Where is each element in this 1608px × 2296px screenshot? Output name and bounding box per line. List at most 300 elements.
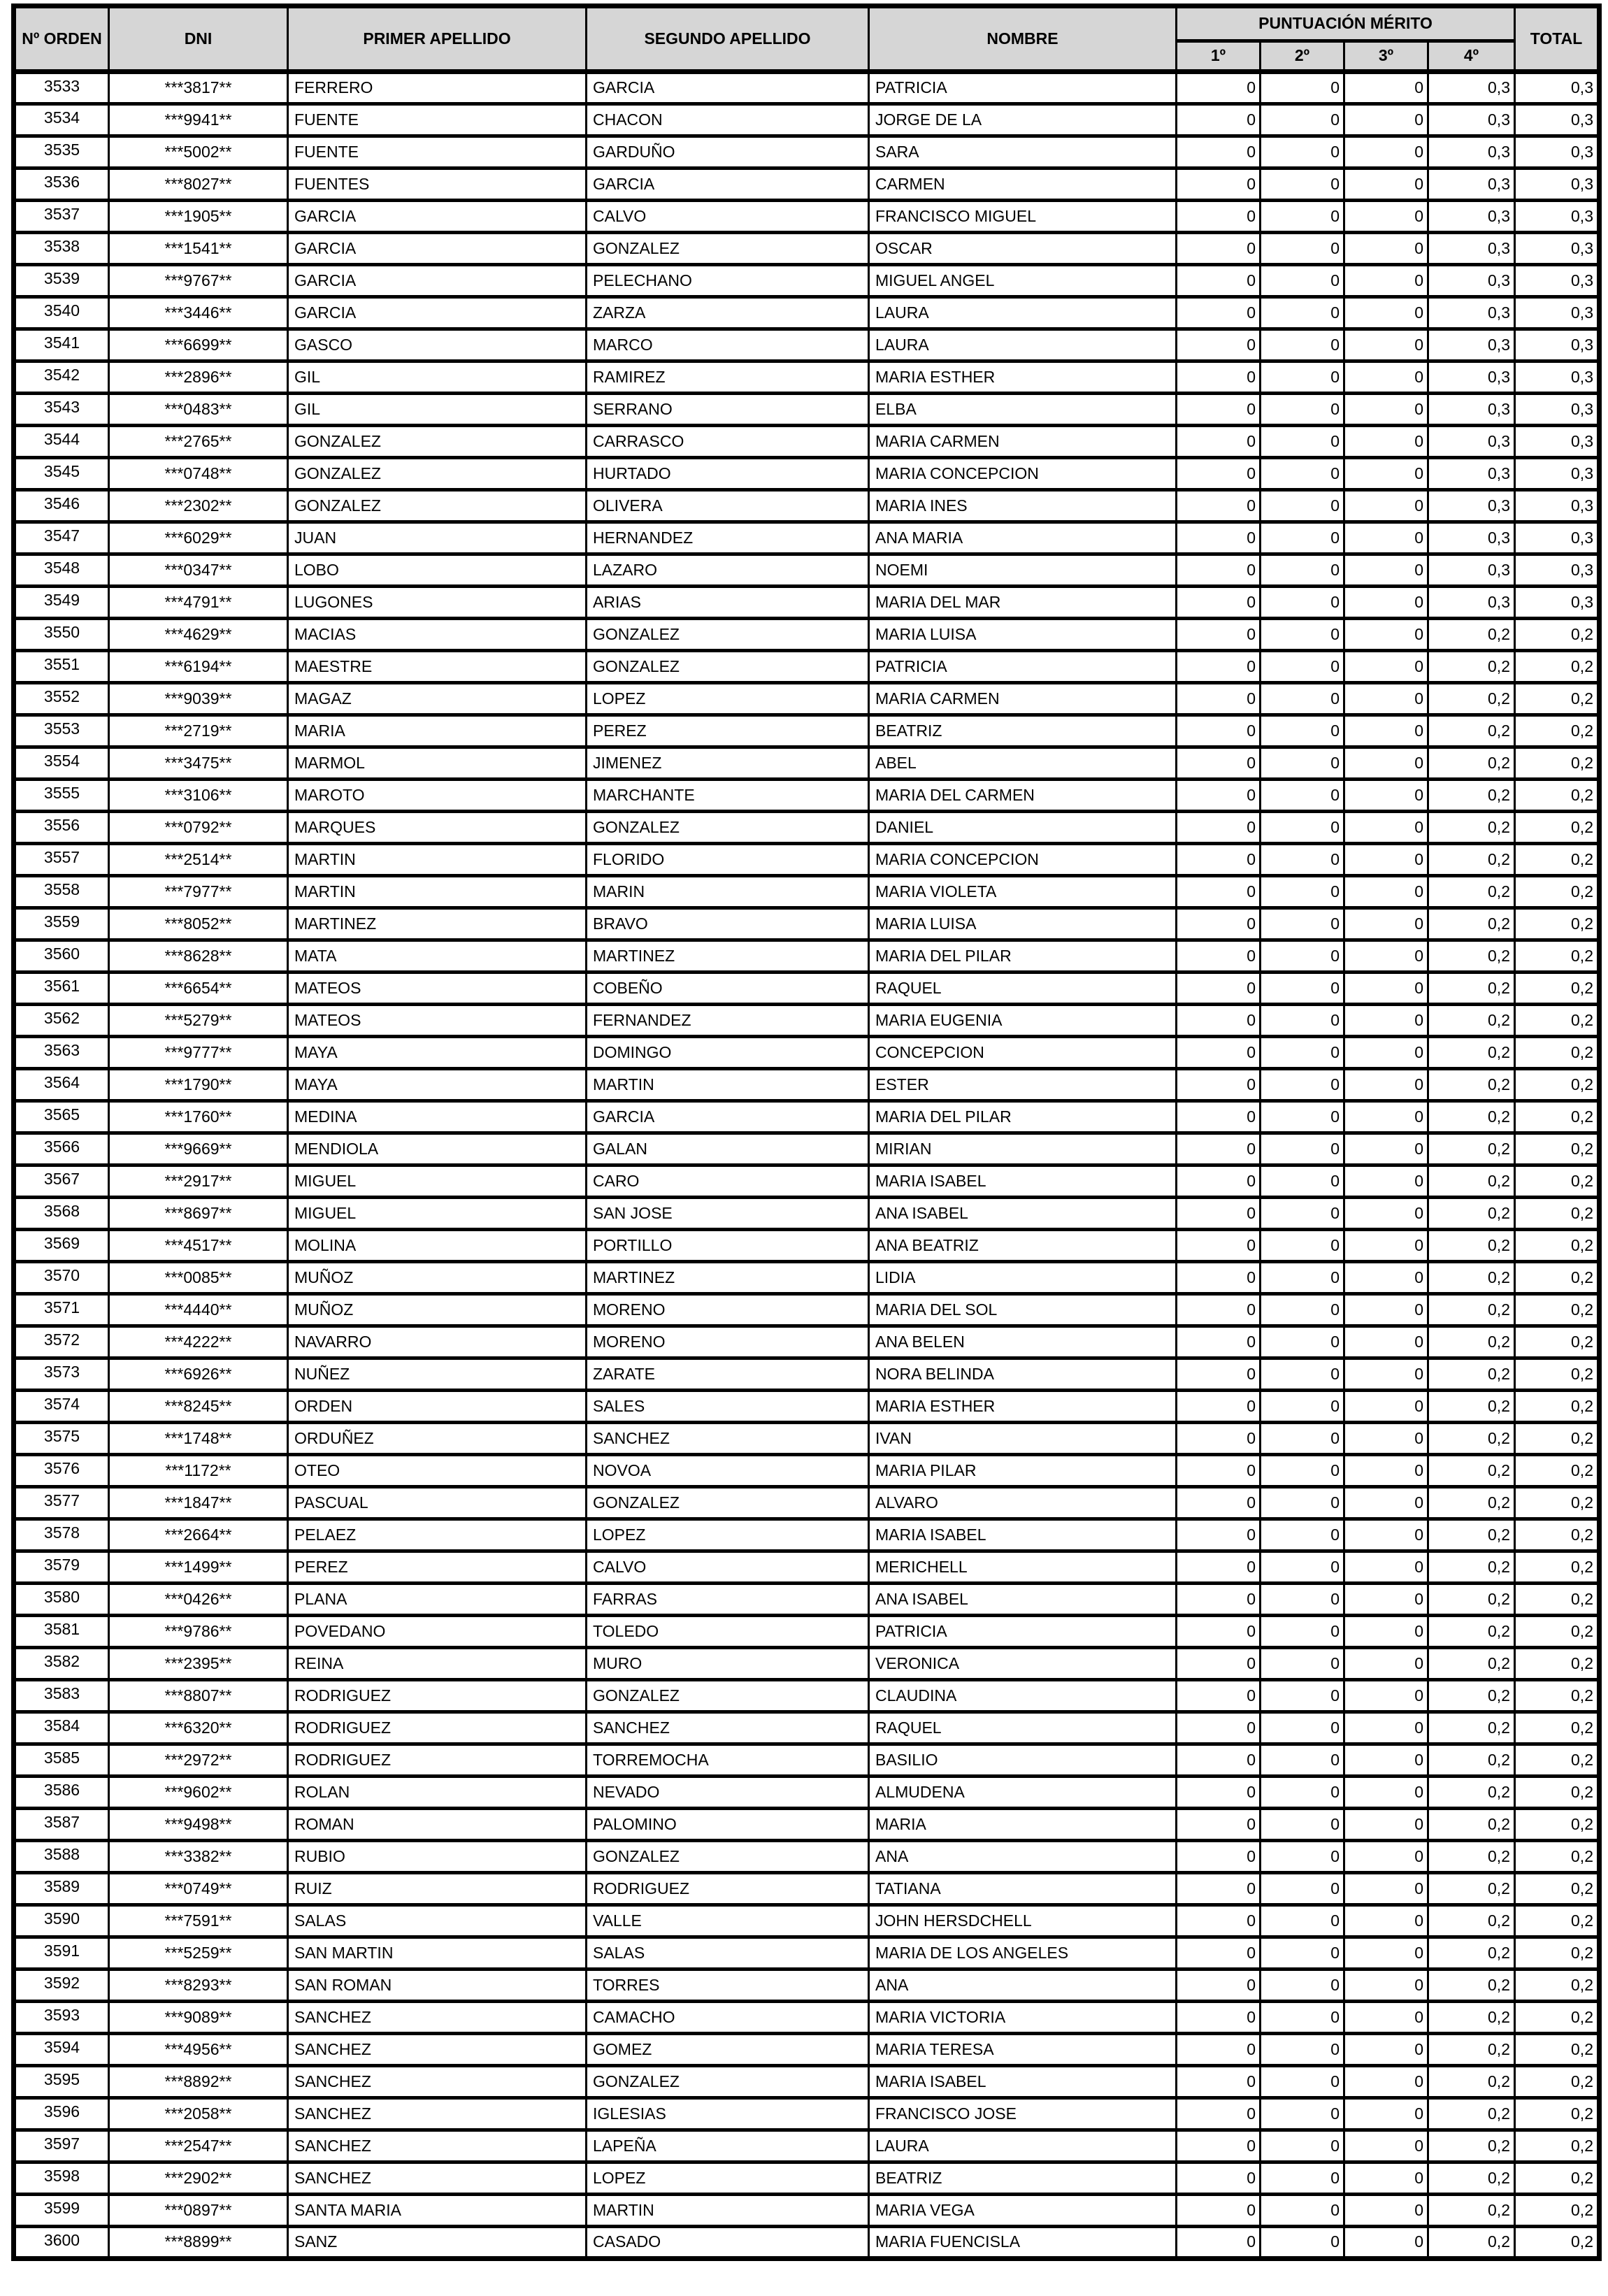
segundo-apellido-cell: PALOMINO: [587, 1809, 869, 1841]
table-row: [14, 844, 1600, 876]
merito-4-cell: 0,2: [1428, 1165, 1515, 1198]
total-cell: 0,3: [1515, 490, 1600, 522]
merito-2-cell: 0: [1261, 908, 1344, 940]
merito-4-cell: 0,2: [1428, 715, 1515, 747]
primer-apellido-cell: MARIA: [288, 715, 587, 747]
order-cell: 3593: [14, 2002, 109, 2034]
merito-3-cell: 0: [1344, 1069, 1428, 1101]
segundo-apellido-cell: SANCHEZ: [587, 1712, 869, 1744]
merito-4-cell: 0,3: [1428, 72, 1515, 104]
segundo-apellido-cell: SALES: [587, 1391, 869, 1423]
merito-1-cell: 0: [1177, 1969, 1261, 2002]
segundo-apellido-cell: MARTINEZ: [587, 940, 869, 973]
primer-apellido-cell: GARCIA: [288, 233, 587, 265]
table-row: [14, 747, 1600, 780]
nombre-cell: MARIA TERESA: [869, 2034, 1177, 2066]
merito-3-cell: 0: [1344, 1937, 1428, 1969]
dni-cell: ***8899**: [109, 2227, 288, 2259]
nombre-cell: MARIA CONCEPCION: [869, 844, 1177, 876]
merito-1-cell: 0: [1177, 104, 1261, 136]
merito-3-cell: 0: [1344, 329, 1428, 361]
merito-3-cell: 0: [1344, 587, 1428, 619]
total-cell: 0,3: [1515, 136, 1600, 168]
table-row: [14, 490, 1600, 522]
merito-3-cell: 0: [1344, 1616, 1428, 1648]
segundo-apellido-cell: GONZALEZ: [587, 619, 869, 651]
nombre-cell: MARIA CONCEPCION: [869, 458, 1177, 490]
total-cell: 0,3: [1515, 72, 1600, 104]
segundo-apellido-cell: FLORIDO: [587, 844, 869, 876]
primer-apellido-cell: MARTIN: [288, 876, 587, 908]
order-cell: 3561: [14, 973, 109, 1005]
merito-1-cell: 0: [1177, 1358, 1261, 1391]
header-puntuacion-merito: PUNTUACIÓN MÉRITO: [1177, 6, 1515, 41]
merito-2-cell: 0: [1261, 1519, 1344, 1551]
primer-apellido-cell: RODRIGUEZ: [288, 1744, 587, 1777]
order-cell: 3581: [14, 1616, 109, 1648]
merito-2-cell: 0: [1261, 1230, 1344, 1262]
primer-apellido-cell: GASCO: [288, 329, 587, 361]
nombre-cell: ALVARO: [869, 1487, 1177, 1519]
order-cell: 3597: [14, 2130, 109, 2162]
primer-apellido-cell: MAGAZ: [288, 683, 587, 715]
merito-2-cell: 0: [1261, 1969, 1344, 2002]
merito-4-cell: 0,3: [1428, 297, 1515, 329]
total-cell: 0,2: [1515, 2162, 1600, 2195]
dni-cell: ***0792**: [109, 812, 288, 844]
merito-3-cell: 0: [1344, 1455, 1428, 1487]
merito-4-cell: 0,2: [1428, 1069, 1515, 1101]
total-cell: 0,2: [1515, 1519, 1600, 1551]
total-cell: 0,3: [1515, 329, 1600, 361]
table-row: [14, 1809, 1600, 1841]
merito-1-cell: 0: [1177, 1712, 1261, 1744]
table-row: [14, 2162, 1600, 2195]
segundo-apellido-cell: RAMIREZ: [587, 361, 869, 394]
nombre-cell: FRANCISCO MIGUEL: [869, 201, 1177, 233]
merito-3-cell: 0: [1344, 233, 1428, 265]
nombre-cell: MARIA DE LOS ANGELES: [869, 1937, 1177, 1969]
primer-apellido-cell: MAYA: [288, 1037, 587, 1069]
dni-cell: ***0085**: [109, 1262, 288, 1294]
total-cell: 0,2: [1515, 1777, 1600, 1809]
merito-4-cell: 0,2: [1428, 1551, 1515, 1584]
dni-cell: ***8245**: [109, 1391, 288, 1423]
total-cell: 0,2: [1515, 1326, 1600, 1358]
merito-3-cell: 0: [1344, 1648, 1428, 1680]
nombre-cell: PATRICIA: [869, 1616, 1177, 1648]
merito-1-cell: 0: [1177, 2034, 1261, 2066]
order-cell: 3580: [14, 1584, 109, 1616]
merito-4-cell: 0,3: [1428, 136, 1515, 168]
merito-3-cell: 0: [1344, 619, 1428, 651]
merito-2-cell: 0: [1261, 426, 1344, 458]
total-cell: 0,2: [1515, 2002, 1600, 2034]
order-cell: 3533: [14, 72, 109, 104]
dni-cell: ***2765**: [109, 426, 288, 458]
segundo-apellido-cell: GONZALEZ: [587, 651, 869, 683]
primer-apellido-cell: SANCHEZ: [288, 2098, 587, 2130]
merito-1-cell: 0: [1177, 2098, 1261, 2130]
nombre-cell: CLAUDINA: [869, 1680, 1177, 1712]
dni-cell: ***8697**: [109, 1198, 288, 1230]
table-row: [14, 1037, 1600, 1069]
table-row: [14, 2098, 1600, 2130]
total-cell: 0,2: [1515, 1133, 1600, 1165]
primer-apellido-cell: ORDEN: [288, 1391, 587, 1423]
order-cell: 3551: [14, 651, 109, 683]
merito-2-cell: 0: [1261, 1841, 1344, 1873]
primer-apellido-cell: SANCHEZ: [288, 2130, 587, 2162]
nombre-cell: MARIA DEL SOL: [869, 1294, 1177, 1326]
order-cell: 3594: [14, 2034, 109, 2066]
segundo-apellido-cell: BRAVO: [587, 908, 869, 940]
merito-2-cell: 0: [1261, 1133, 1344, 1165]
segundo-apellido-cell: VALLE: [587, 1905, 869, 1937]
merito-2-cell: 0: [1261, 844, 1344, 876]
dni-cell: ***2514**: [109, 844, 288, 876]
dni-cell: ***9039**: [109, 683, 288, 715]
merito-3-cell: 0: [1344, 1262, 1428, 1294]
primer-apellido-cell: FERRERO: [288, 72, 587, 104]
table-row: [14, 2066, 1600, 2098]
primer-apellido-cell: MAYA: [288, 1069, 587, 1101]
merito-4-cell: 0,2: [1428, 651, 1515, 683]
merito-1-cell: 0: [1177, 908, 1261, 940]
order-cell: 3562: [14, 1005, 109, 1037]
dni-cell: ***3817**: [109, 72, 288, 104]
order-cell: 3583: [14, 1680, 109, 1712]
merito-4-cell: 0,2: [1428, 1519, 1515, 1551]
merito-2-cell: 0: [1261, 1905, 1344, 1937]
order-cell: 3573: [14, 1358, 109, 1391]
segundo-apellido-cell: MARTIN: [587, 2195, 869, 2227]
merito-2-cell: 0: [1261, 297, 1344, 329]
order-cell: 3544: [14, 426, 109, 458]
merito-3-cell: 0: [1344, 2130, 1428, 2162]
segundo-apellido-cell: TOLEDO: [587, 1616, 869, 1648]
merito-2-cell: 0: [1261, 104, 1344, 136]
nombre-cell: BASILIO: [869, 1744, 1177, 1777]
order-cell: 3548: [14, 554, 109, 587]
table-row: [14, 1262, 1600, 1294]
total-cell: 0,2: [1515, 1905, 1600, 1937]
segundo-apellido-cell: GONZALEZ: [587, 2066, 869, 2098]
nombre-cell: ANA MARIA: [869, 522, 1177, 554]
order-cell: 3572: [14, 1326, 109, 1358]
nombre-cell: MARIA PILAR: [869, 1455, 1177, 1487]
nombre-cell: MARIA LUISA: [869, 619, 1177, 651]
nombre-cell: BEATRIZ: [869, 2162, 1177, 2195]
dni-cell: ***1172**: [109, 1455, 288, 1487]
primer-apellido-cell: GARCIA: [288, 265, 587, 297]
order-cell: 3553: [14, 715, 109, 747]
nombre-cell: PATRICIA: [869, 72, 1177, 104]
merito-2-cell: 0: [1261, 329, 1344, 361]
primer-apellido-cell: SANCHEZ: [288, 2066, 587, 2098]
nombre-cell: LIDIA: [869, 1262, 1177, 1294]
dni-cell: ***1541**: [109, 233, 288, 265]
primer-apellido-cell: ROMAN: [288, 1809, 587, 1841]
merito-1-cell: 0: [1177, 1133, 1261, 1165]
order-cell: 3574: [14, 1391, 109, 1423]
merito-4-cell: 0,2: [1428, 812, 1515, 844]
segundo-apellido-cell: MARTIN: [587, 1069, 869, 1101]
merito-2-cell: 0: [1261, 747, 1344, 780]
merito-1-cell: 0: [1177, 201, 1261, 233]
table-row: [14, 1937, 1600, 1969]
nombre-cell: LAURA: [869, 329, 1177, 361]
merito-3-cell: 0: [1344, 908, 1428, 940]
nombre-cell: MARIA DEL PILAR: [869, 940, 1177, 973]
merito-3-cell: 0: [1344, 1326, 1428, 1358]
merito-4-cell: 0,2: [1428, 973, 1515, 1005]
total-cell: 0,2: [1515, 1680, 1600, 1712]
order-cell: 3576: [14, 1455, 109, 1487]
merito-2-cell: 0: [1261, 1712, 1344, 1744]
segundo-apellido-cell: RODRIGUEZ: [587, 1873, 869, 1905]
primer-apellido-cell: GONZALEZ: [288, 490, 587, 522]
total-cell: 0,2: [1515, 1873, 1600, 1905]
merito-4-cell: 0,2: [1428, 747, 1515, 780]
merito-3-cell: 0: [1344, 973, 1428, 1005]
order-cell: 3560: [14, 940, 109, 973]
total-cell: 0,2: [1515, 1005, 1600, 1037]
dni-cell: ***6926**: [109, 1358, 288, 1391]
merito-3-cell: 0: [1344, 2002, 1428, 2034]
order-cell: 3586: [14, 1777, 109, 1809]
merito-3-cell: 0: [1344, 1391, 1428, 1423]
merito-2-cell: 0: [1261, 1680, 1344, 1712]
order-cell: 3535: [14, 136, 109, 168]
merito-2-cell: 0: [1261, 1005, 1344, 1037]
nombre-cell: MARIA EUGENIA: [869, 1005, 1177, 1037]
merit-score-table: [11, 3, 1602, 2261]
primer-apellido-cell: PELAEZ: [288, 1519, 587, 1551]
merito-3-cell: 0: [1344, 1358, 1428, 1391]
merito-2-cell: 0: [1261, 2227, 1344, 2259]
merito-3-cell: 0: [1344, 1969, 1428, 2002]
table-row: [14, 1069, 1600, 1101]
merito-3-cell: 0: [1344, 1841, 1428, 1873]
table-row: [14, 2130, 1600, 2162]
primer-apellido-cell: PEREZ: [288, 1551, 587, 1584]
dni-cell: ***3382**: [109, 1841, 288, 1873]
merito-1-cell: 0: [1177, 168, 1261, 201]
nombre-cell: ANA: [869, 1969, 1177, 2002]
order-cell: 3546: [14, 490, 109, 522]
merito-1-cell: 0: [1177, 1616, 1261, 1648]
nombre-cell: JORGE DE LA: [869, 104, 1177, 136]
dni-cell: ***9767**: [109, 265, 288, 297]
nombre-cell: VERONICA: [869, 1648, 1177, 1680]
primer-apellido-cell: GARCIA: [288, 201, 587, 233]
merito-4-cell: 0,2: [1428, 1455, 1515, 1487]
merito-2-cell: 0: [1261, 1937, 1344, 1969]
total-cell: 0,2: [1515, 715, 1600, 747]
merito-4-cell: 0,2: [1428, 876, 1515, 908]
dni-cell: ***8807**: [109, 1680, 288, 1712]
merito-2-cell: 0: [1261, 168, 1344, 201]
merito-1-cell: 0: [1177, 297, 1261, 329]
nombre-cell: LAURA: [869, 297, 1177, 329]
nombre-cell: MARIA: [869, 1809, 1177, 1841]
merito-1-cell: 0: [1177, 1937, 1261, 1969]
merito-1-cell: 0: [1177, 619, 1261, 651]
merito-2-cell: 0: [1261, 812, 1344, 844]
dni-cell: ***1760**: [109, 1101, 288, 1133]
merito-3-cell: 0: [1344, 1423, 1428, 1455]
primer-apellido-cell: MOLINA: [288, 1230, 587, 1262]
header-segundo-apellido: SEGUNDO APELLIDO: [587, 6, 869, 72]
table-row: [14, 1648, 1600, 1680]
header-order: Nº ORDEN: [14, 6, 109, 72]
order-cell: 3591: [14, 1937, 109, 1969]
merito-1-cell: 0: [1177, 1262, 1261, 1294]
merito-1-cell: 0: [1177, 1423, 1261, 1455]
merito-2-cell: 0: [1261, 1391, 1344, 1423]
nombre-cell: MARIA LUISA: [869, 908, 1177, 940]
segundo-apellido-cell: GONZALEZ: [587, 1680, 869, 1712]
dni-cell: ***0897**: [109, 2195, 288, 2227]
merito-1-cell: 0: [1177, 1809, 1261, 1841]
merito-1-cell: 0: [1177, 2195, 1261, 2227]
dni-cell: ***1790**: [109, 1069, 288, 1101]
order-cell: 3563: [14, 1037, 109, 1069]
merito-2-cell: 0: [1261, 2002, 1344, 2034]
merito-1-cell: 0: [1177, 2066, 1261, 2098]
order-cell: 3585: [14, 1744, 109, 1777]
table-row: [14, 1905, 1600, 1937]
order-cell: 3558: [14, 876, 109, 908]
primer-apellido-cell: SANZ: [288, 2227, 587, 2259]
nombre-cell: IVAN: [869, 1423, 1177, 1455]
primer-apellido-cell: SAN ROMAN: [288, 1969, 587, 2002]
nombre-cell: MARIA INES: [869, 490, 1177, 522]
header-merito-2: 2º: [1261, 41, 1344, 72]
merito-2-cell: 0: [1261, 587, 1344, 619]
table-row: [14, 394, 1600, 426]
order-cell: 3555: [14, 780, 109, 812]
table-row: [14, 2195, 1600, 2227]
merito-4-cell: 0,3: [1428, 201, 1515, 233]
nombre-cell: NOEMI: [869, 554, 1177, 587]
primer-apellido-cell: PASCUAL: [288, 1487, 587, 1519]
merito-3-cell: 0: [1344, 1744, 1428, 1777]
total-cell: 0,3: [1515, 587, 1600, 619]
merito-4-cell: 0,2: [1428, 780, 1515, 812]
dni-cell: ***4517**: [109, 1230, 288, 1262]
merito-2-cell: 0: [1261, 2066, 1344, 2098]
table-body: [14, 72, 1600, 2259]
merito-1-cell: 0: [1177, 1551, 1261, 1584]
total-cell: 0,3: [1515, 394, 1600, 426]
merito-3-cell: 0: [1344, 651, 1428, 683]
order-cell: 3547: [14, 522, 109, 554]
segundo-apellido-cell: MARIN: [587, 876, 869, 908]
total-cell: 0,2: [1515, 844, 1600, 876]
table-row: [14, 908, 1600, 940]
merito-3-cell: 0: [1344, 136, 1428, 168]
order-cell: 3567: [14, 1165, 109, 1198]
table-row: [14, 233, 1600, 265]
total-cell: 0,2: [1515, 1584, 1600, 1616]
total-cell: 0,2: [1515, 1262, 1600, 1294]
merito-4-cell: 0,2: [1428, 1905, 1515, 1937]
merito-2-cell: 0: [1261, 651, 1344, 683]
total-cell: 0,2: [1515, 1937, 1600, 1969]
table-row: [14, 458, 1600, 490]
table-row: [14, 2002, 1600, 2034]
nombre-cell: MARIA ESTHER: [869, 1391, 1177, 1423]
order-cell: 3589: [14, 1873, 109, 1905]
merito-3-cell: 0: [1344, 201, 1428, 233]
table-row: [14, 1358, 1600, 1391]
merito-1-cell: 0: [1177, 1005, 1261, 1037]
nombre-cell: MARIA CARMEN: [869, 683, 1177, 715]
order-cell: 3575: [14, 1423, 109, 1455]
total-cell: 0,3: [1515, 297, 1600, 329]
table-row: [14, 1198, 1600, 1230]
nombre-cell: OSCAR: [869, 233, 1177, 265]
table-row: [14, 1133, 1600, 1165]
primer-apellido-cell: MACIAS: [288, 619, 587, 651]
merito-1-cell: 0: [1177, 2162, 1261, 2195]
merito-4-cell: 0,2: [1428, 683, 1515, 715]
header-total: TOTAL: [1515, 6, 1600, 72]
merito-3-cell: 0: [1344, 1487, 1428, 1519]
merito-4-cell: 0,2: [1428, 1326, 1515, 1358]
order-cell: 3549: [14, 587, 109, 619]
merito-4-cell: 0,2: [1428, 940, 1515, 973]
merito-4-cell: 0,3: [1428, 458, 1515, 490]
merito-4-cell: 0,3: [1428, 233, 1515, 265]
total-cell: 0,2: [1515, 1648, 1600, 1680]
table-row: [14, 1165, 1600, 1198]
order-cell: 3539: [14, 265, 109, 297]
segundo-apellido-cell: MARCO: [587, 329, 869, 361]
total-cell: 0,2: [1515, 876, 1600, 908]
order-cell: 3537: [14, 201, 109, 233]
total-cell: 0,3: [1515, 265, 1600, 297]
merito-1-cell: 0: [1177, 1648, 1261, 1680]
segundo-apellido-cell: SANCHEZ: [587, 1423, 869, 1455]
merito-1-cell: 0: [1177, 1744, 1261, 1777]
merito-4-cell: 0,2: [1428, 1262, 1515, 1294]
total-cell: 0,3: [1515, 201, 1600, 233]
dni-cell: ***9777**: [109, 1037, 288, 1069]
nombre-cell: SARA: [869, 136, 1177, 168]
merito-1-cell: 0: [1177, 426, 1261, 458]
merito-3-cell: 0: [1344, 1680, 1428, 1712]
merito-2-cell: 0: [1261, 1069, 1344, 1101]
nombre-cell: DANIEL: [869, 812, 1177, 844]
merito-3-cell: 0: [1344, 1230, 1428, 1262]
merito-1-cell: 0: [1177, 715, 1261, 747]
merito-3-cell: 0: [1344, 1905, 1428, 1937]
segundo-apellido-cell: GARCIA: [587, 72, 869, 104]
merito-3-cell: 0: [1344, 1165, 1428, 1198]
order-cell: 3540: [14, 297, 109, 329]
order-cell: 3595: [14, 2066, 109, 2098]
segundo-apellido-cell: DOMINGO: [587, 1037, 869, 1069]
total-cell: 0,2: [1515, 1712, 1600, 1744]
merito-2-cell: 0: [1261, 1487, 1344, 1519]
dni-cell: ***9602**: [109, 1777, 288, 1809]
merito-2-cell: 0: [1261, 1101, 1344, 1133]
dni-cell: ***8628**: [109, 940, 288, 973]
dni-cell: ***5279**: [109, 1005, 288, 1037]
